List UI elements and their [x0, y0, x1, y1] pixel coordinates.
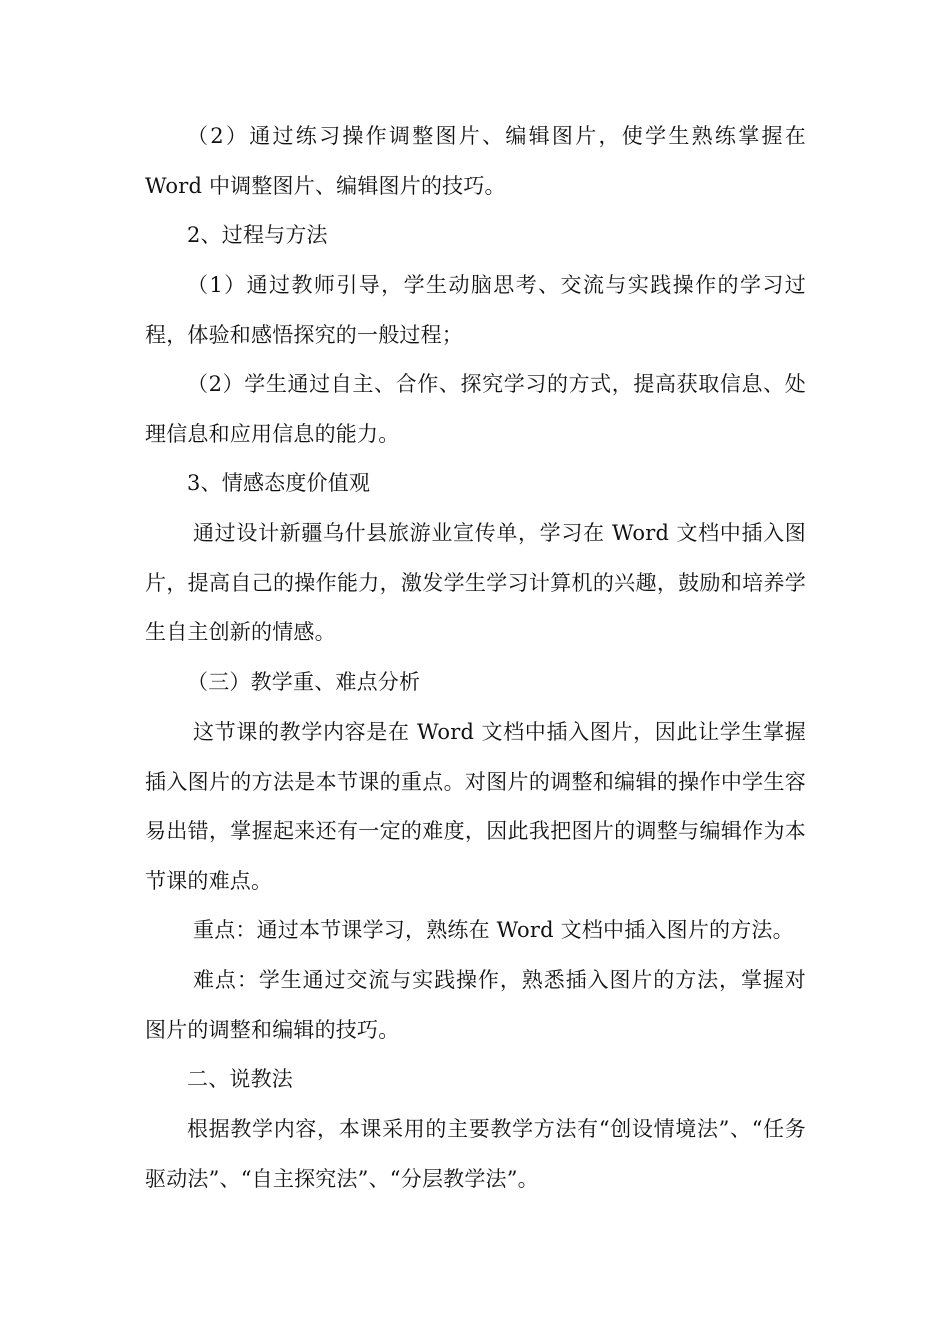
paragraph-process-2: （2）学生通过自主、合作、探究学习的方式，提高获取信息、处理信息和应用信息的能力。 — [145, 372, 806, 446]
paragraph-process-1: （1）通过教师引导，学生动脑思考、交流与实践操作的学习过程，体验和感悟探究的一般过程； — [145, 273, 806, 347]
heading-emotion-values: 3、情感态度价值观 — [187, 471, 371, 495]
paragraph-difficult-point: 难点：学生通过交流与实践操作，熟悉插入图片的方法，掌握对图片的调整和编辑的技巧。 — [145, 968, 806, 1042]
paragraph-objective-2: （2）通过练习操作调整图片、编辑图片，使学生熟练掌握在 Word 中调整图片、编辑图片的技巧。 — [145, 124, 806, 198]
heading-key-difficult-points: （三）教学重、难点分析 — [187, 670, 421, 694]
paragraph-emotion-values: 通过设计新疆乌什县旅游业宣传单，学习在 Word 文档中插入图片，提高自己的操作能力，激发学生学习计算机的兴趣，鼓励和培养学生自主创新的情感。 — [145, 521, 806, 644]
paragraph-key-difficult-analysis: 这节课的教学内容是在 Word 文档中插入图片，因此让学生掌握插入图片的方法是本节课的重点。对图片的调整和编辑的操作中学生容易出错，掌握起来还有一定的难度，因此我把图片的调整与编辑作为本节课的难点。 — [145, 720, 806, 893]
heading-teaching-methods: 二、说教法 — [187, 1067, 293, 1091]
paragraph-teaching-methods: 根据教学内容，本课采用的主要教学方法有“创设情境法”、“任务驱动法”、“自主探究法”、“分层教学法”。 — [145, 1117, 806, 1191]
heading-process-method: 2、过程与方法 — [187, 223, 328, 247]
paragraph-key-point: 重点：通过本节课学习，熟练在 Word 文档中插入图片的方法。 — [193, 918, 794, 942]
